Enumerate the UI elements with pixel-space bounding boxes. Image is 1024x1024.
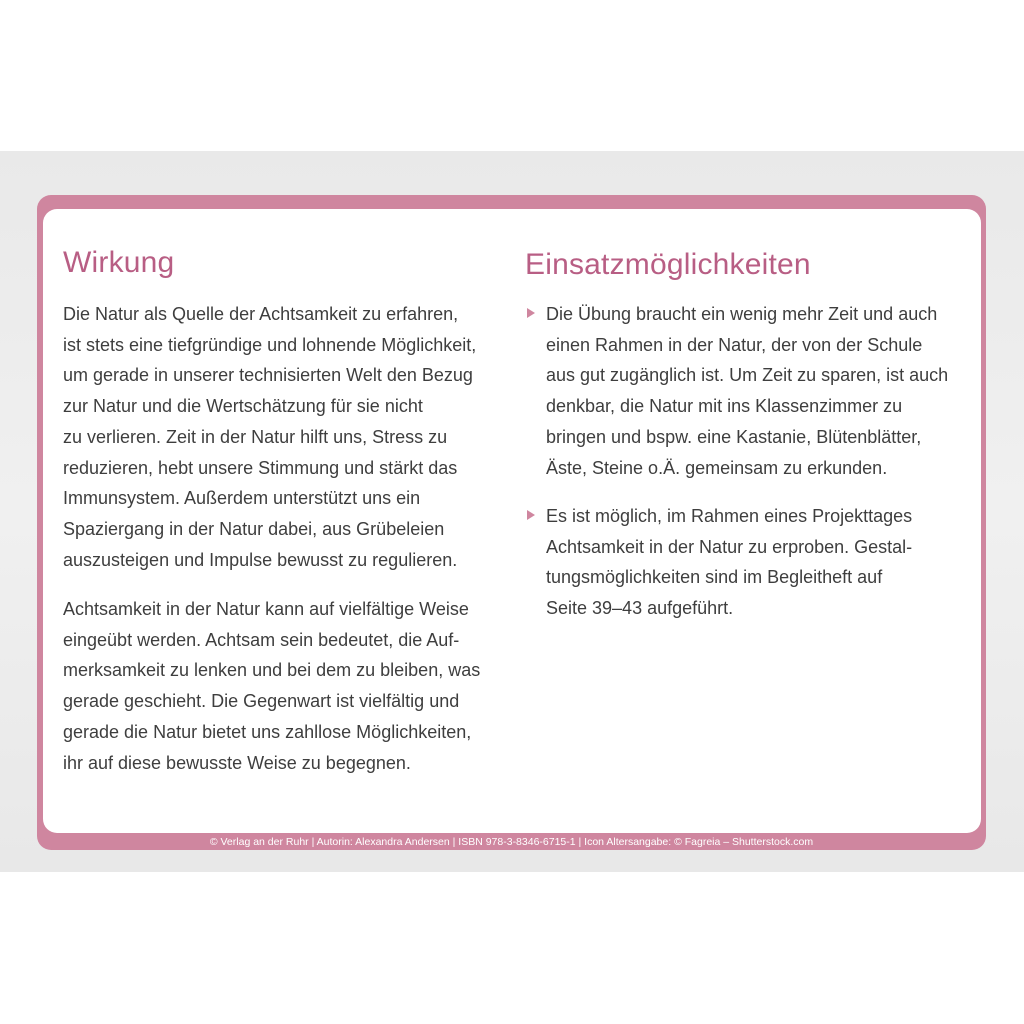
text-line: Die Übung braucht ein wenig mehr Zeit und auch (546, 304, 938, 324)
text-line: bringen und bspw. eine Kastanie, Blütenblätter, (546, 426, 922, 447)
bullet-text-1 (546, 299, 948, 483)
text-line: Achtsamkeit in der Natur kann auf vielfältige Weise (63, 599, 469, 619)
text-line: aus gut zugänglich ist. Um Zeit zu sparen, ist auch (546, 365, 949, 386)
copyright-footer: © Verlag an der Ruhr | Autorin: Alexandra Andersen | ISBN 978-3-8346-6715-1 | Icon Altersangabe: © Fagreia – Shutterstock.com (209, 836, 814, 848)
heading-wirkung: Wirkung (63, 246, 175, 279)
text-line: Spaziergang in der Natur dabei, aus Grübeleien (63, 518, 445, 539)
text-line: tungsmöglichkeiten sind im Begleitheft auf (546, 567, 883, 588)
triangle-bullet-icon (527, 308, 535, 318)
text-line: merksamkeit zu lenken und bei dem zu bleiben, was (63, 660, 481, 681)
text-line: gerade geschieht. Die Gegenwart ist vielfältig und (63, 691, 460, 712)
triangle-bullet-icon (527, 510, 535, 520)
text-line: zur Natur und die Wertschätzung für sie nicht (63, 396, 423, 417)
text-line: gerade die Natur bietet uns zahllose Möglichkeiten, (63, 721, 472, 742)
heading-einsatzmoeglichkeiten: Einsatzmöglichkeiten (525, 248, 811, 281)
text-line: denkbar, die Natur mit ins Klassenzimmer zu (546, 396, 903, 417)
text-line: zu verlieren. Zeit in der Natur hilft uns, Stress zu (63, 426, 448, 447)
text-line: Die Natur als Quelle der Achtsamkeit zu erfahren, (63, 304, 459, 324)
text-line: ihr auf diese bewusste Weise zu begegnen. (63, 752, 411, 773)
text-line: ist stets eine tiefgründige und lohnende Möglichkeit, (63, 334, 477, 355)
text-line: Achtsamkeit in der Natur zu erproben. Gestal- (546, 536, 913, 557)
bullet-text-2 (546, 501, 912, 624)
text-line: Äste, Steine o.Ä. gemeinsam zu erkunden. (546, 457, 888, 478)
text-line: reduzieren, hebt unsere Stimmung und stärkt das (63, 457, 458, 478)
text-line: Immunsystem. Außerdem unterstützt uns ein (63, 488, 421, 509)
text-line: um gerade in unserer technisierten Welt den Bezug (63, 365, 473, 386)
wirkung-paragraph-1 (63, 299, 476, 575)
wirkung-paragraph-2 (63, 594, 480, 778)
text-line: auszusteigen und Impulse bewusst zu regulieren. (63, 549, 458, 570)
text-line: Es ist möglich, im Rahmen eines Projekttages (546, 506, 913, 526)
text-line: eingeübt werden. Achtsam sein bedeutet, die Auf- (63, 629, 460, 650)
text-line: Seite 39–43 aufgeführt. (546, 598, 734, 619)
text-line: einen Rahmen in der Natur, der von der Schule (546, 334, 923, 355)
